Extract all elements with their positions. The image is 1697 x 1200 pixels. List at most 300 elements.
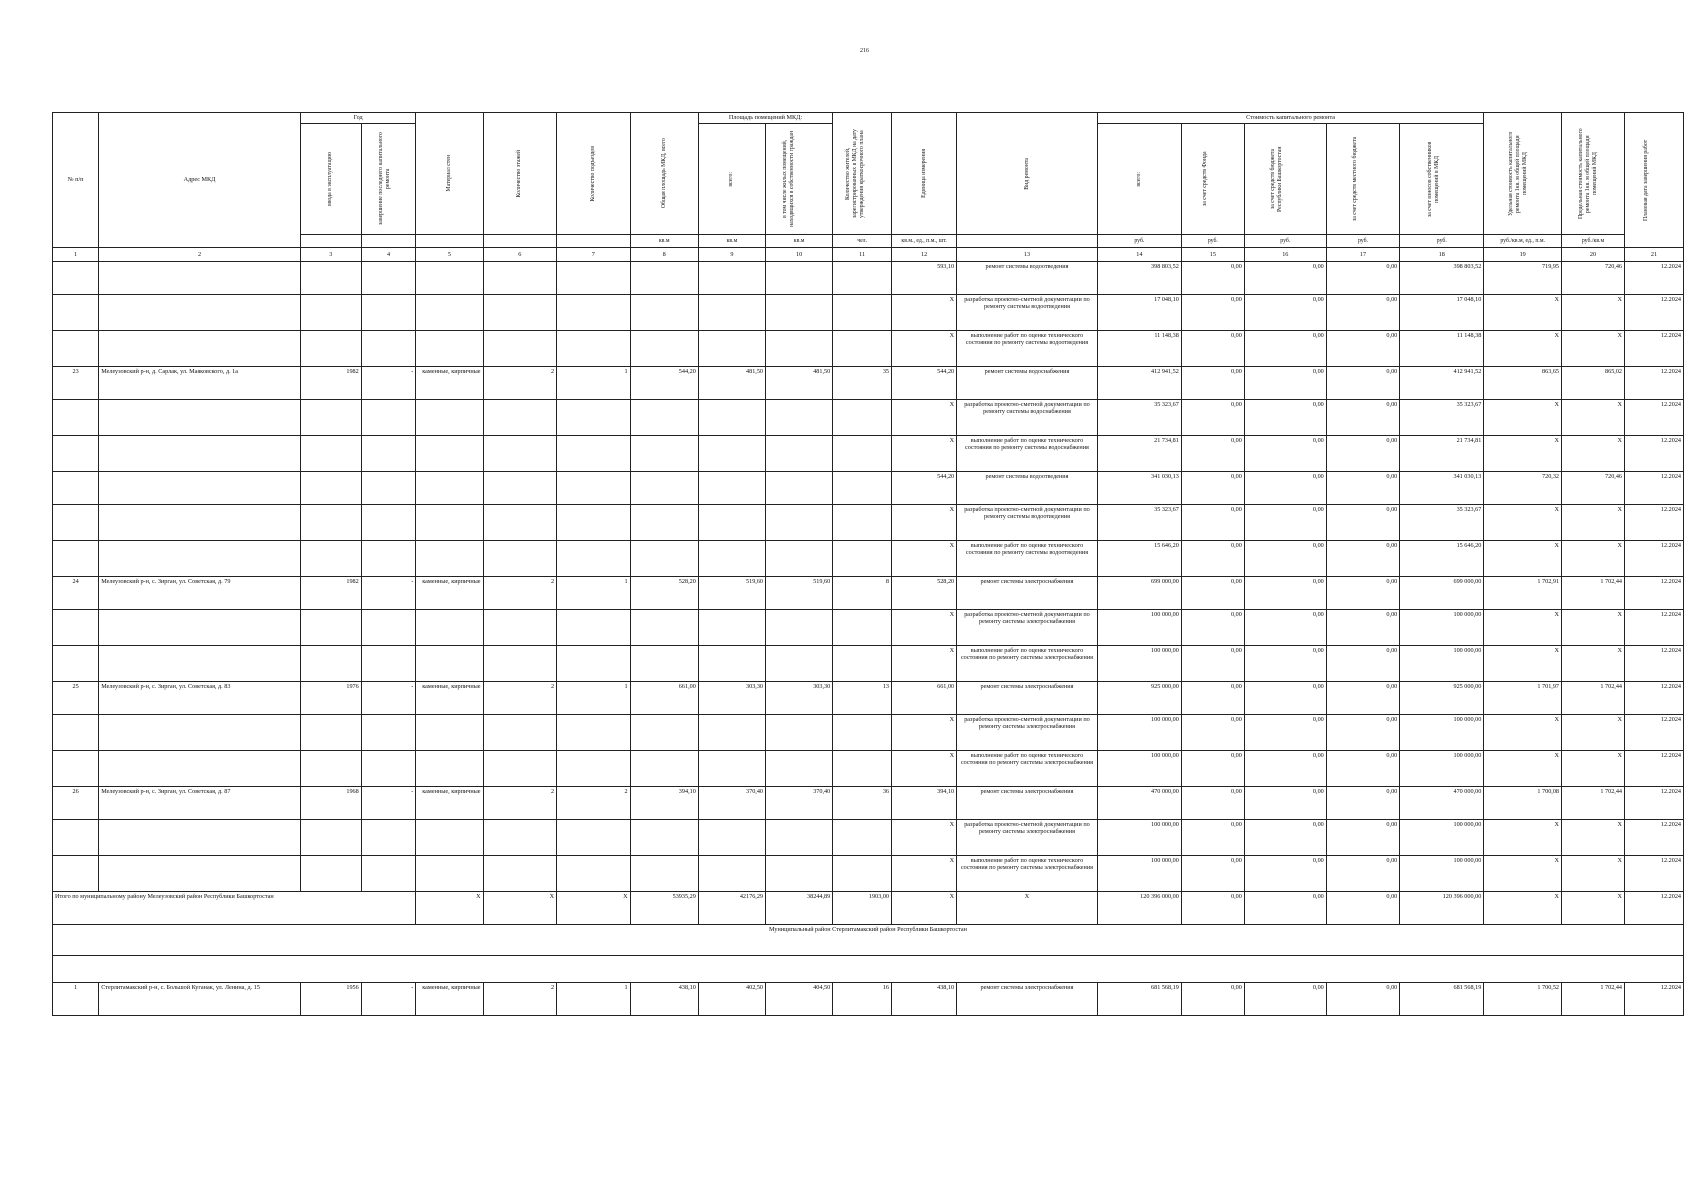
cell-uc: X <box>1484 505 1562 541</box>
total-cell-date: 12.2024 <box>1625 892 1684 925</box>
cell-wall <box>416 541 483 577</box>
cell-year <box>300 295 361 331</box>
cell-loc: 0,00 <box>1326 436 1400 472</box>
cell-n <box>53 715 99 751</box>
cell-wall: каменные, кирпичные <box>416 983 483 1016</box>
cell-last: - <box>361 577 416 610</box>
cell-own: 100 000,00 <box>1400 610 1484 646</box>
cell-loc: 0,00 <box>1326 577 1400 610</box>
cell-uc: X <box>1484 400 1562 436</box>
table-row <box>53 400 1684 436</box>
cell-loc: 0,00 <box>1326 646 1400 682</box>
cell-wall <box>416 820 483 856</box>
cell-loc: 0,00 <box>1326 682 1400 715</box>
cell-n <box>53 856 99 892</box>
cell-wall <box>416 505 483 541</box>
cell-work: разработка проектно-сметной документации по ремонту системы водоснабжения <box>957 400 1098 436</box>
cell-last: - <box>361 787 416 820</box>
cell-uc: X <box>1484 295 1562 331</box>
cell-n <box>53 331 99 367</box>
cell-n <box>53 820 99 856</box>
header-address: Адрес МКД <box>99 113 301 248</box>
column-number: 4 <box>361 248 416 262</box>
cell-res <box>833 856 892 892</box>
cell-rep: 0,00 <box>1244 436 1326 472</box>
column-number: 5 <box>416 248 483 262</box>
cell-wall: каменные, кирпичные <box>416 367 483 400</box>
cell-floors <box>483 262 557 295</box>
cell-floors <box>483 400 557 436</box>
cell-area: 544,20 <box>630 367 698 400</box>
cell-own: 100 000,00 <box>1400 820 1484 856</box>
cell-total: 35 323,67 <box>1097 400 1181 436</box>
cell-uc: 1 702,91 <box>1484 577 1562 610</box>
cell-floors <box>483 610 557 646</box>
cell-year <box>300 436 361 472</box>
header-year: Год <box>300 113 416 124</box>
table-row <box>53 682 1684 715</box>
cell-date: 12.2024 <box>1625 331 1684 367</box>
cell-mc: 1 702,44 <box>1562 787 1625 820</box>
cell-last <box>361 472 416 505</box>
cell-date: 12.2024 <box>1625 262 1684 295</box>
cell-mc: X <box>1562 541 1625 577</box>
unit-unit: кв.м., ед., п.м., шт. <box>892 235 957 248</box>
cell-floors: 2 <box>483 983 557 1016</box>
cell-work: разработка проектно-сметной документации по ремонту системы водоотведения <box>957 505 1098 541</box>
cell-pl <box>766 295 833 331</box>
total-cell-res: 1903,00 <box>833 892 892 925</box>
cell-work: ремонт системы электроснабжения <box>957 787 1098 820</box>
cell-total: 341 030,13 <box>1097 472 1181 505</box>
cell-address: Мелеузовский р-н, с. Зирган, ул. Советская, д. 87 <box>99 787 301 820</box>
cell-pl <box>766 820 833 856</box>
capital-repair-table <box>52 112 1684 1016</box>
cell-total: 100 000,00 <box>1097 820 1181 856</box>
cell-fund: 0,00 <box>1181 646 1244 682</box>
total-cell-rep: 0,00 <box>1244 892 1326 925</box>
cell-last <box>361 541 416 577</box>
cell-date: 12.2024 <box>1625 787 1684 820</box>
cell-qty: 661,00 <box>892 682 957 715</box>
cell-loc: 0,00 <box>1326 472 1400 505</box>
cell-address <box>99 436 301 472</box>
unit-premises-total: кв.м <box>698 235 765 248</box>
cell-address <box>99 541 301 577</box>
column-number: 11 <box>833 248 892 262</box>
cell-qty: X <box>892 541 957 577</box>
table-row <box>53 715 1684 751</box>
page-number: 216 <box>860 48 869 54</box>
cell-own: 470 000,00 <box>1400 787 1484 820</box>
cell-year: 1956 <box>300 983 361 1016</box>
total-cell-fund: 0,00 <box>1181 892 1244 925</box>
cell-pl: 303,30 <box>766 682 833 715</box>
cell-n: 25 <box>53 682 99 715</box>
cell-pt: 481,50 <box>698 367 765 400</box>
cell-year: 1982 <box>300 367 361 400</box>
cell-own: 100 000,00 <box>1400 751 1484 787</box>
total-cell-floors: X <box>483 892 557 925</box>
cell-qty: 593,10 <box>892 262 957 295</box>
cell-pt <box>698 856 765 892</box>
cell-pt: 402,50 <box>698 983 765 1016</box>
cell-fund: 0,00 <box>1181 820 1244 856</box>
total-cell-loc: 0,00 <box>1326 892 1400 925</box>
cell-res <box>833 505 892 541</box>
cell-total: 398 803,52 <box>1097 262 1181 295</box>
cell-pl <box>766 646 833 682</box>
cell-rep: 0,00 <box>1244 610 1326 646</box>
table-row <box>53 367 1684 400</box>
column-number: 17 <box>1326 248 1400 262</box>
cell-pt <box>698 541 765 577</box>
cell-fund: 0,00 <box>1181 295 1244 331</box>
cell-last <box>361 646 416 682</box>
cell-year <box>300 541 361 577</box>
cell-fund: 0,00 <box>1181 682 1244 715</box>
cell-uc: X <box>1484 715 1562 751</box>
cell-mc: 720,46 <box>1562 472 1625 505</box>
unit-total-area: кв.м <box>630 235 698 248</box>
cell-qty: X <box>892 505 957 541</box>
cell-wall <box>416 751 483 787</box>
total-cell-area: 53935,29 <box>630 892 698 925</box>
cell-year: 1976 <box>300 682 361 715</box>
cell-res <box>833 610 892 646</box>
cell-area: 661,00 <box>630 682 698 715</box>
cell-floors: 2 <box>483 367 557 400</box>
column-number: 3 <box>300 248 361 262</box>
cell-uc: X <box>1484 331 1562 367</box>
cell-pl <box>766 262 833 295</box>
cell-fund: 0,00 <box>1181 436 1244 472</box>
cell-area <box>630 436 698 472</box>
cell-own: 15 646,20 <box>1400 541 1484 577</box>
cell-work: ремонт системы электроснабжения <box>957 577 1098 610</box>
cell-uc: X <box>1484 646 1562 682</box>
cell-rep: 0,00 <box>1244 751 1326 787</box>
cell-area <box>630 751 698 787</box>
cell-pl <box>766 472 833 505</box>
cell-work: разработка проектно-сметной документации по ремонту системы водоотведения <box>957 295 1098 331</box>
cell-rep: 0,00 <box>1244 787 1326 820</box>
cell-res <box>833 295 892 331</box>
cell-rep: 0,00 <box>1244 646 1326 682</box>
cell-entr: 1 <box>557 367 631 400</box>
cell-year <box>300 610 361 646</box>
cell-uc: 1 700,08 <box>1484 787 1562 820</box>
cell-fund: 0,00 <box>1181 715 1244 751</box>
cell-address <box>99 400 301 436</box>
cell-year <box>300 820 361 856</box>
cell-floors <box>483 472 557 505</box>
cell-pt <box>698 505 765 541</box>
cell-uc: X <box>1484 856 1562 892</box>
cell-mc: X <box>1562 610 1625 646</box>
cell-pl <box>766 856 833 892</box>
column-number: 16 <box>1244 248 1326 262</box>
cell-rep: 0,00 <box>1244 820 1326 856</box>
cell-pt <box>698 400 765 436</box>
cell-n: 1 <box>53 983 99 1016</box>
cell-entr <box>557 436 631 472</box>
column-number: 10 <box>766 248 833 262</box>
cell-wall <box>416 262 483 295</box>
cell-qty: X <box>892 820 957 856</box>
cell-uc: X <box>1484 820 1562 856</box>
cell-qty: X <box>892 331 957 367</box>
cell-loc: 0,00 <box>1326 751 1400 787</box>
cell-last: - <box>361 367 416 400</box>
cell-own: 35 323,67 <box>1400 400 1484 436</box>
cell-entr <box>557 610 631 646</box>
cell-entr: 1 <box>557 682 631 715</box>
header-max-cost: Предельная стоимость капитального ремонта 1кв. м общей площади помещений МКД <box>1578 128 1598 219</box>
cell-pt <box>698 751 765 787</box>
cell-mc: 1 702,44 <box>1562 577 1625 610</box>
column-number: 1 <box>53 248 99 262</box>
cell-pl <box>766 436 833 472</box>
cell-loc: 0,00 <box>1326 787 1400 820</box>
unit-residents: чел. <box>833 235 892 248</box>
cell-entr: 1 <box>557 577 631 610</box>
cell-mc: 1 702,44 <box>1562 983 1625 1016</box>
cell-last <box>361 715 416 751</box>
cell-loc: 0,00 <box>1326 983 1400 1016</box>
column-numbers-row <box>53 248 1684 262</box>
cell-last <box>361 610 416 646</box>
cell-entr <box>557 715 631 751</box>
table-row <box>53 820 1684 856</box>
cell-own: 17 048,10 <box>1400 295 1484 331</box>
header-work-type: Вид ремонта <box>1023 157 1030 190</box>
cell-pt: 370,40 <box>698 787 765 820</box>
table-row <box>53 262 1684 295</box>
cell-pl: 370,40 <box>766 787 833 820</box>
cell-n <box>53 505 99 541</box>
cell-entr <box>557 295 631 331</box>
cell-address <box>99 820 301 856</box>
cell-last: - <box>361 983 416 1016</box>
cell-address <box>99 331 301 367</box>
cell-entr <box>557 751 631 787</box>
cell-fund: 0,00 <box>1181 472 1244 505</box>
cell-loc: 0,00 <box>1326 262 1400 295</box>
unit-max-cost: руб./кв.м <box>1562 235 1625 248</box>
column-number: 14 <box>1097 248 1181 262</box>
column-number: 19 <box>1484 248 1562 262</box>
cell-mc: 865,02 <box>1562 367 1625 400</box>
cell-mc: X <box>1562 331 1625 367</box>
cell-pl: 481,50 <box>766 367 833 400</box>
cell-loc: 0,00 <box>1326 856 1400 892</box>
cell-entr <box>557 505 631 541</box>
cell-own: 699 000,00 <box>1400 577 1484 610</box>
cell-loc: 0,00 <box>1326 367 1400 400</box>
total-cell-total: 120 396 000,00 <box>1097 892 1181 925</box>
cell-wall: каменные, кирпичные <box>416 577 483 610</box>
cell-qty: X <box>892 400 957 436</box>
cell-floors <box>483 856 557 892</box>
unit-premises-living: кв.м <box>766 235 833 248</box>
cell-last <box>361 856 416 892</box>
cell-entr <box>557 541 631 577</box>
cell-wall <box>416 646 483 682</box>
spacer-row <box>53 956 1684 983</box>
cell-fund: 0,00 <box>1181 331 1244 367</box>
cell-pl <box>766 505 833 541</box>
cell-year: 1968 <box>300 787 361 820</box>
cell-address <box>99 715 301 751</box>
cell-pt <box>698 295 765 331</box>
table-row <box>53 472 1684 505</box>
cell-pt <box>698 646 765 682</box>
cell-n <box>53 610 99 646</box>
header-entrances: Количество подъездов <box>589 145 596 202</box>
cell-wall <box>416 436 483 472</box>
cell-pt <box>698 331 765 367</box>
header-premises-total: всего: <box>728 171 735 187</box>
cell-fund: 0,00 <box>1181 787 1244 820</box>
cell-n: 24 <box>53 577 99 610</box>
cell-rep: 0,00 <box>1244 262 1326 295</box>
cell-loc: 0,00 <box>1326 610 1400 646</box>
cell-last <box>361 505 416 541</box>
cell-loc: 0,00 <box>1326 820 1400 856</box>
cell-entr <box>557 262 631 295</box>
cell-fund: 0,00 <box>1181 367 1244 400</box>
cell-own: 412 941,52 <box>1400 367 1484 400</box>
cell-res <box>833 331 892 367</box>
cell-pl <box>766 400 833 436</box>
cell-fund: 0,00 <box>1181 400 1244 436</box>
cell-own: 21 734,81 <box>1400 436 1484 472</box>
cell-res <box>833 400 892 436</box>
cell-date: 12.2024 <box>1625 505 1684 541</box>
total-cell-wall: X <box>416 892 483 925</box>
cell-work: выполнение работ по оценке технического состояния по ремонту системы водоснабжения <box>957 436 1098 472</box>
cell-area <box>630 541 698 577</box>
table-row <box>53 751 1684 787</box>
cell-mc: X <box>1562 505 1625 541</box>
cell-qty: 438,10 <box>892 983 957 1016</box>
cell-uc: 1 701,97 <box>1484 682 1562 715</box>
cell-total: 35 323,67 <box>1097 505 1181 541</box>
cell-entr: 2 <box>557 787 631 820</box>
cell-date: 12.2024 <box>1625 400 1684 436</box>
cell-n <box>53 472 99 505</box>
total-cell-uc: X <box>1484 892 1562 925</box>
cell-fund: 0,00 <box>1181 505 1244 541</box>
header-cost-republic: за счет средств бюджета Республики Башкортостан <box>1270 146 1284 212</box>
cell-mc: X <box>1562 820 1625 856</box>
cell-n: 26 <box>53 787 99 820</box>
cell-rep: 0,00 <box>1244 295 1326 331</box>
total-cell-work: X <box>957 892 1098 925</box>
cell-date: 12.2024 <box>1625 472 1684 505</box>
cell-address: Мелеузовский р-н, с. Зирган, ул. Советская, д. 79 <box>99 577 301 610</box>
cell-fund: 0,00 <box>1181 856 1244 892</box>
total-cell-pl: 38244,89 <box>766 892 833 925</box>
column-number: 2 <box>99 248 301 262</box>
total-cell-pt: 42176,29 <box>698 892 765 925</box>
unit-cost-owners: руб. <box>1400 235 1484 248</box>
cell-date: 12.2024 <box>1625 295 1684 331</box>
cell-total: 21 734,81 <box>1097 436 1181 472</box>
cell-address: Мелеузовский р-н, с. Зирган, ул. Советская, д. 83 <box>99 682 301 715</box>
cell-wall <box>416 295 483 331</box>
cell-entr <box>557 856 631 892</box>
cell-total: 925 000,00 <box>1097 682 1181 715</box>
cell-total: 11 148,38 <box>1097 331 1181 367</box>
cell-uc: X <box>1484 610 1562 646</box>
section-row <box>53 925 1684 956</box>
column-number: 18 <box>1400 248 1484 262</box>
cell-n <box>53 295 99 331</box>
cell-date: 12.2024 <box>1625 983 1684 1016</box>
unit-cost-fund: руб. <box>1181 235 1244 248</box>
cell-qty: X <box>892 610 957 646</box>
cell-floors <box>483 541 557 577</box>
cell-total: 100 000,00 <box>1097 646 1181 682</box>
cell-address <box>99 262 301 295</box>
cell-own: 100 000,00 <box>1400 646 1484 682</box>
cell-loc: 0,00 <box>1326 331 1400 367</box>
cell-last <box>361 400 416 436</box>
cell-pt <box>698 472 765 505</box>
cell-area: 394,10 <box>630 787 698 820</box>
cell-address <box>99 295 301 331</box>
column-number: 7 <box>557 248 631 262</box>
cell-floors <box>483 505 557 541</box>
cell-year <box>300 472 361 505</box>
cell-date: 12.2024 <box>1625 715 1684 751</box>
cell-total: 15 646,20 <box>1097 541 1181 577</box>
cell-total: 699 000,00 <box>1097 577 1181 610</box>
cell-entr: 1 <box>557 983 631 1016</box>
cell-work: разработка проектно-сметной документации по ремонту системы электроснабжения <box>957 610 1098 646</box>
cell-qty: X <box>892 646 957 682</box>
cell-date: 12.2024 <box>1625 610 1684 646</box>
total-cell-mc: X <box>1562 892 1625 925</box>
cell-pl: 404,50 <box>766 983 833 1016</box>
cell-mc: 1 702,44 <box>1562 682 1625 715</box>
cell-area: 438,10 <box>630 983 698 1016</box>
cell-address <box>99 856 301 892</box>
column-number: 13 <box>957 248 1098 262</box>
cell-fund: 0,00 <box>1181 751 1244 787</box>
cell-area <box>630 400 698 436</box>
header-cost-group: Стоимость капитального ремонта <box>1097 113 1483 124</box>
cell-qty: 544,20 <box>892 472 957 505</box>
cell-fund: 0,00 <box>1181 577 1244 610</box>
cell-year <box>300 856 361 892</box>
header-number: № п/п <box>53 113 99 248</box>
cell-floors <box>483 331 557 367</box>
cell-qty: X <box>892 856 957 892</box>
cell-total: 100 000,00 <box>1097 610 1181 646</box>
cell-own: 100 000,00 <box>1400 715 1484 751</box>
header-cost-fund: за счет средств Фонда <box>1201 151 1208 207</box>
cell-wall <box>416 610 483 646</box>
spacer-cell <box>53 956 1684 983</box>
cell-rep: 0,00 <box>1244 331 1326 367</box>
cell-work: выполнение работ по оценке технического состояния по ремонту системы водоотведения <box>957 331 1098 367</box>
cell-area <box>630 856 698 892</box>
cell-loc: 0,00 <box>1326 400 1400 436</box>
cell-own: 100 000,00 <box>1400 856 1484 892</box>
